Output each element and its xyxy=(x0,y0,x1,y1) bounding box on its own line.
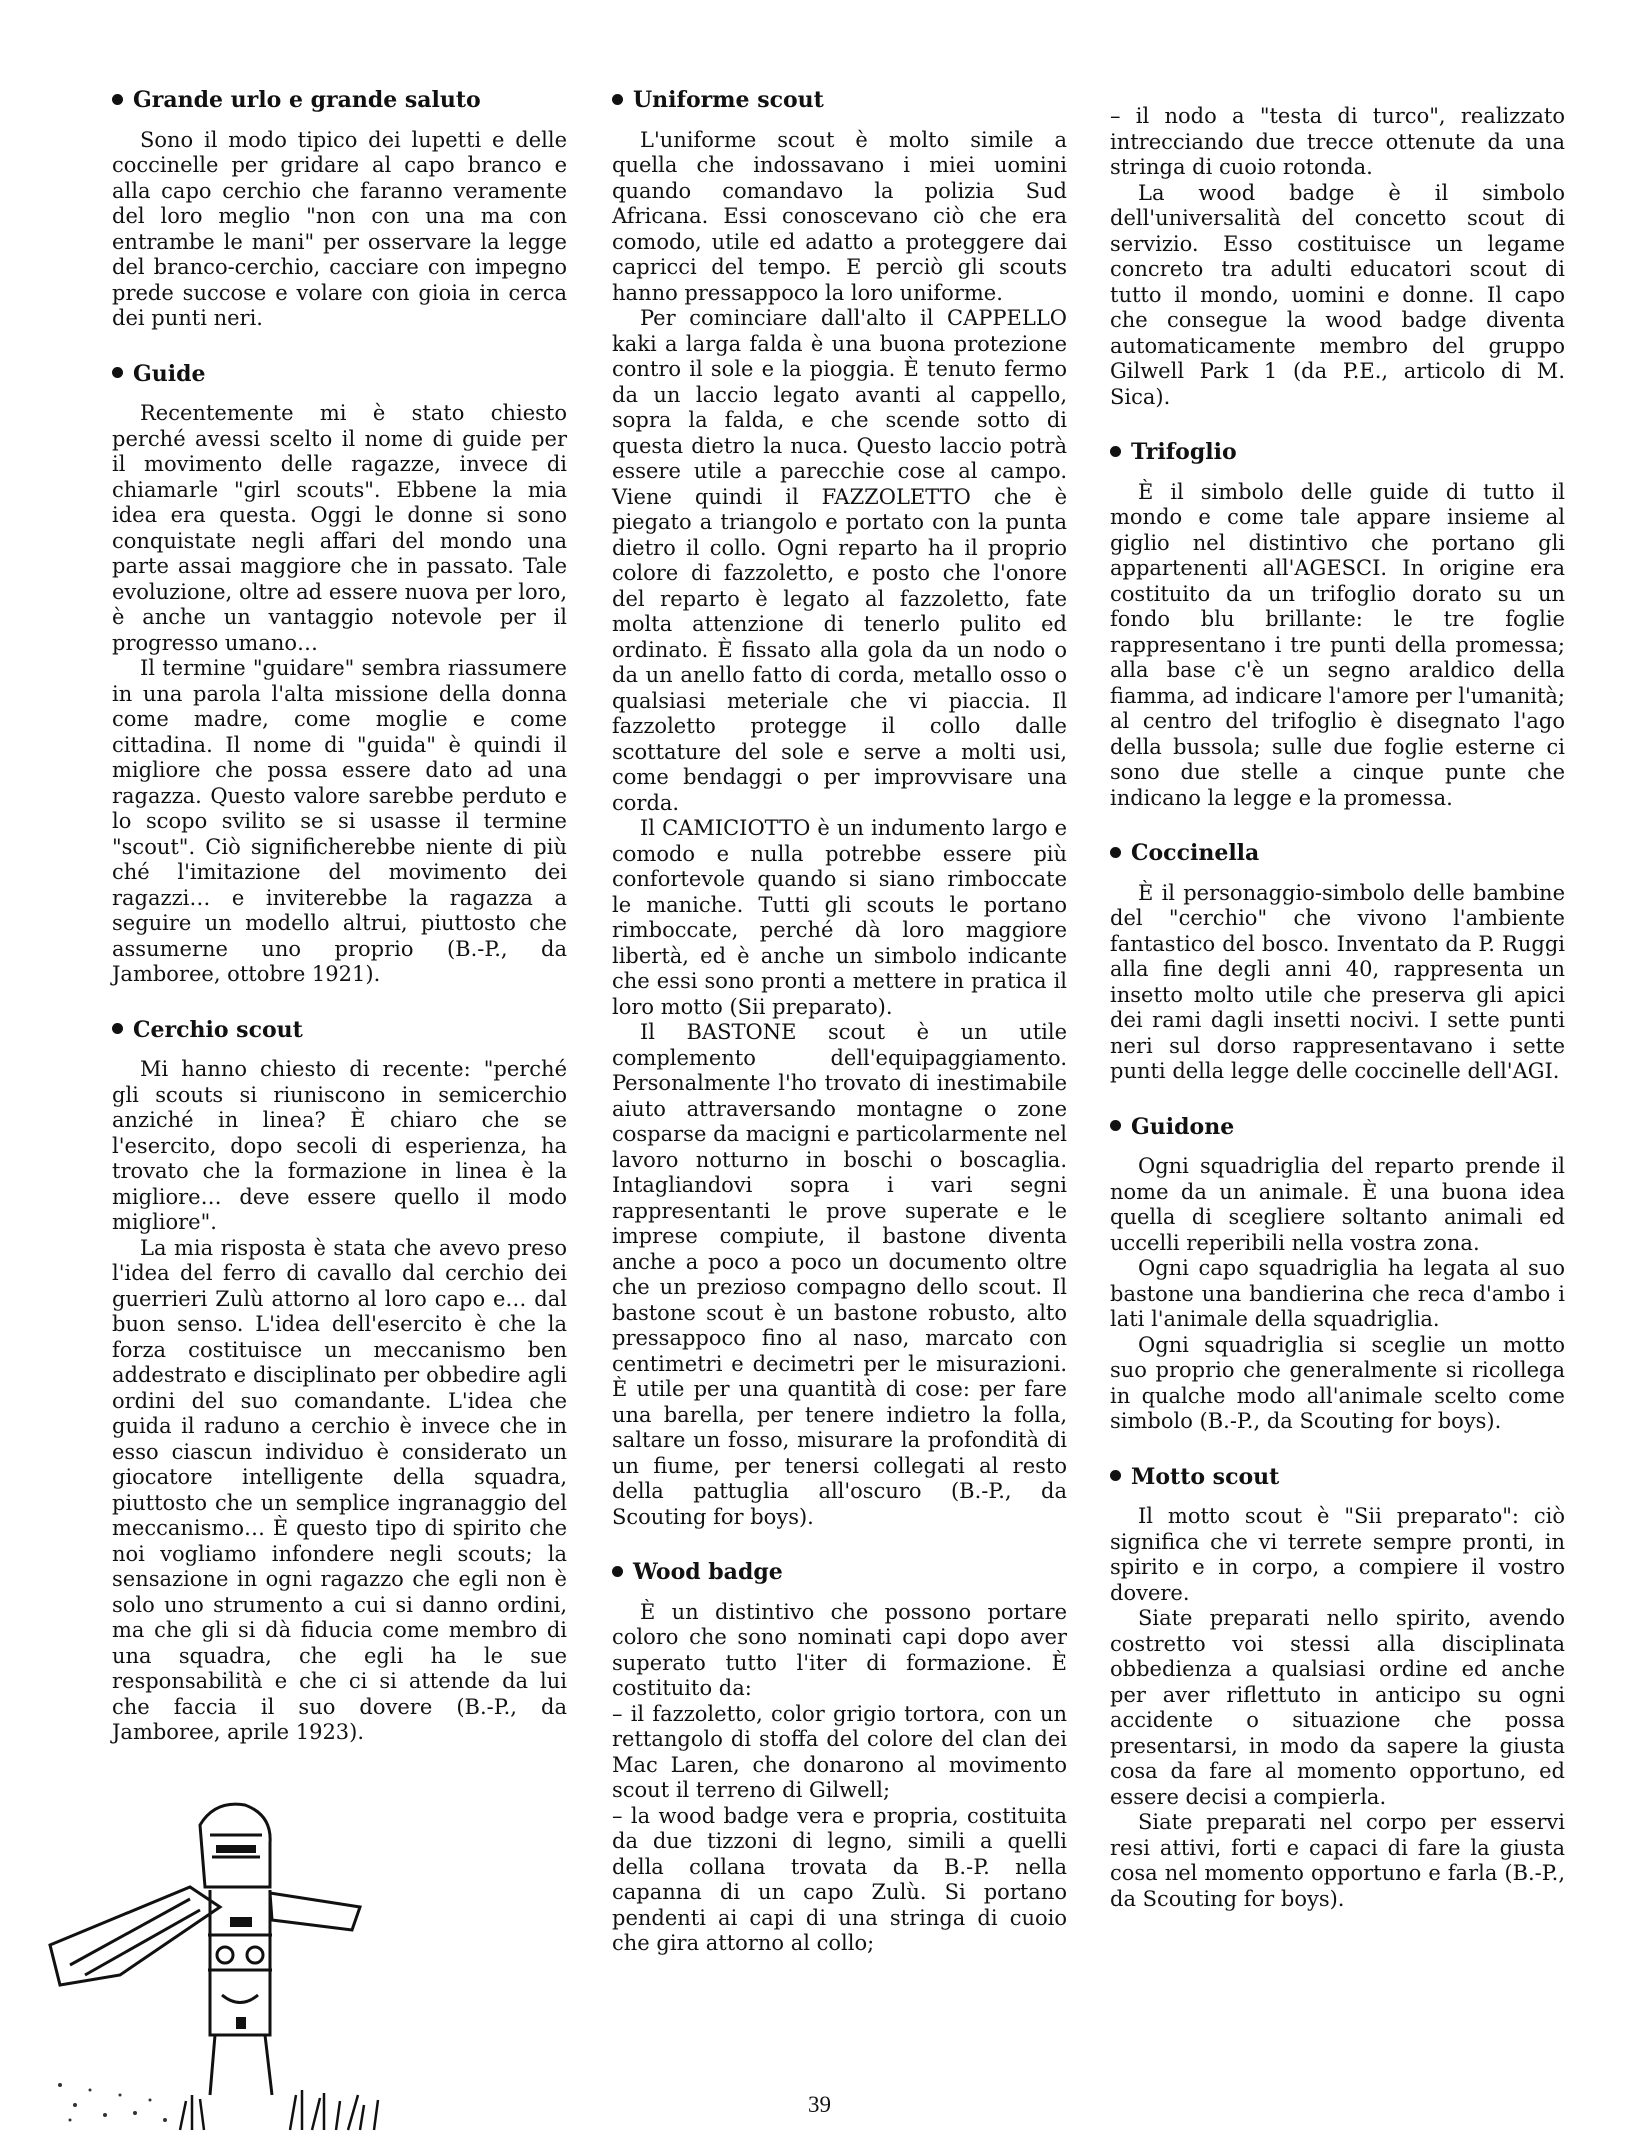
paragraph: Siate preparati nel corpo per esservi resi attivi, forti e capaci di fare la giusta cosa nel momento opportuno e farla (B.-P., da Scouting for boys). xyxy=(1110,1810,1565,1911)
paragraph: Per cominciare dall'alto il CAPPELLO kaki a larga falda è una buona protezione contro il sole e la pioggia. È tenuto fermo da un laccio legato avanti al cappello, sopra la falda, e che scende sotto di questa dietro la nuca. Questo laccio potrà essere utile a parecchie cose al campo. Viene quindi il FAZZOLETTO che è piegato a triangolo e portato con la punta dietro il collo. Ogni reparto ha il proprio colore di fazzoletto, e posto che l'onore del reparto è legato al fazzoletto, fate molta attenzione di tenerlo pulito ed ordinato. È fissato alla gola da un nodo o da un anello fatto di corda, metallo osso o qualsiasi meteriale che vi piaccia. Il fazzoletto protegge il collo dalle scottature del sole e serve a molti usi, come bendaggi o per improvvisare una corda. xyxy=(612,306,1067,815)
bullet-icon xyxy=(612,1566,623,1577)
section-heading xyxy=(112,362,567,388)
totem-pole-illustration xyxy=(40,1795,410,2135)
article-section xyxy=(112,88,567,332)
section-heading-text: Cerchio scout xyxy=(133,1016,303,1043)
paragraph: Il motto scout è "Sii preparato": ciò significa che vi terrete sempre pronti, in spirito e in corpo, a compiere il vostro dovere. xyxy=(1110,1504,1565,1605)
section-heading xyxy=(112,1018,567,1044)
column-3 xyxy=(1110,104,1565,1942)
section-heading xyxy=(1110,1115,1565,1141)
list-item: – la wood badge vera e propria, costituita da due tizzoni di legno, simili a quelli della collana trovata da B.-P. nella capanna di un capo Zulù. Si portano pendenti ai capi di una stringa di cuoio che gira attorno al collo; xyxy=(612,1804,1067,1957)
bullet-icon xyxy=(112,94,123,105)
section-heading-text: Wood badge xyxy=(633,1559,783,1585)
article-section xyxy=(1110,1465,1565,1913)
paragraph: Il CAMICIOTTO è un indumento largo e comodo e nulla potrebbe essere più confortevole quando si siano rimboccate le maniche. Tutti gli scouts le portano rimboccate, perché dà loro maggiore libertà, ed è anche un simbolo indicante che essi sono pronti a mettere in pratica il loro motto (Sii preparato). xyxy=(612,816,1067,1019)
section-heading-text: Guide xyxy=(133,360,206,387)
paragraph: È il simbolo delle guide di tutto il mondo e come tale appare insieme al giglio nel distintivo che portano gli appartenenti all'AGESCI. In origine era costituito da un trifoglio dorato su un fondo blu brillante: le tre foglie rappresentano i tre punti della promessa; alla base c'è un segno araldico della fiamma, ad indicare l'amore per l'umanità; al centro del trifoglio è disegnato l'ago della bussola; sulle due foglie esterne ci sono due stelle a cinque punte che indicano la legge e la promessa. xyxy=(1110,479,1565,810)
paragraph: Il termine "guidare" sembra riassumere in una parola l'alta missione della donna come madre, come moglie e come cittadina. Il nome di "guida" è quindi il migliore che possa essere dato ad una ragazza. Questo valore sarebbe perduto e lo scopo svilito se si usasse il termine "scout". Ciò significherebbe niente di più ché l'imitazione del movimento dei ragazzi… e inviterebbe la ragazza a seguire un modello altrui, piuttosto che assumerne uno proprio (B.-P., da Jamboree, ottobre 1921). xyxy=(112,656,567,986)
bullet-icon xyxy=(1110,446,1121,457)
paragraph: Ogni squadriglia del reparto prende il nome da un animale. È una buona idea quella di scegliere soltanto animali ed uccelli reperibili nella vostra zona. xyxy=(1110,1154,1565,1255)
section-heading-text: Coccinella xyxy=(1131,840,1260,866)
bullet-icon xyxy=(612,94,623,105)
article-section xyxy=(1110,104,1565,410)
page-number: 39 xyxy=(808,2092,831,2117)
paragraph: È il personaggio-simbolo delle bambine del "cerchio" che vivono l'ambiente fantastico del bosco. Inventato da P. Ruggi alla fine degli anni 40, rappresenta un insetto molto utile che preserva gli apici dei rami dagli insetti nocivi. I sette punti neri sul dorso rappresentavano i sette punti della legge delle coccinelle dell'AGI. xyxy=(1110,880,1565,1083)
paragraph: Il BASTONE scout è un utile complemento dell'equipaggiamento. Personalmente l'ho trovato di inestimabile aiuto attraversando montagne o zone cosparse da macigni e particolarmente nel lavoro notturno in boschi o boscaglia. Intagliandovi sopra i vari segni rappresentanti le prove superate e le imprese compiute, il bastone diventa anche a poco a poco un documento oltre che un prezioso compagno dello scout. Il bastone scout è un bastone robusto, alto pressappoco fino al naso, marcato con centimetri e decimetri per le misurazioni. È utile per una quantità di cose: per fare una barella, per tenere indietro la folla, saltare un fosso, misurare la profondità di un fiume, per tenersi collegati al resto della pattuglia all'oscuro (B.-P., da Scouting for boys). xyxy=(612,1020,1067,1529)
bullet-icon xyxy=(1110,1120,1121,1131)
article-section xyxy=(612,88,1067,1530)
bullet-icon xyxy=(112,1023,123,1034)
paragraph: La mia risposta è stata che avevo preso l'idea del ferro di cavallo dal cerchio dei guerrieri Zulù attorno al loro capo e… dal buon senso. L'idea dell'esercito è che la forza costituisce un meccanismo ben addestrato e disciplinato per obbedire agli ordini del suo comandante. L'idea che guida il raduno a cerchio è invece che in esso ciascun individuo è considerato un giocatore intelligente della squadra, piuttosto che un semplice ingranaggio del meccanismo… È questo tipo di spirito che noi vogliamo infondere negli scouts; la sensazione in ogni ragazzo che egli non è solo uno strumento a cui si danno ordini, ma che gli si dà fiducia come membro di una squadra, che egli ha le sue responsabilità e che ci si attende da lui che faccia il suo dovere (B.-P., da Jamboree, aprile 1923). xyxy=(112,1235,567,1744)
column-1 xyxy=(112,88,567,1776)
list-item: – il fazzoletto, color grigio tortora, con un rettangolo di stoffa del colore del clan dei Mac Laren, che donarono al movimento scout il terreno di Gilwell; xyxy=(612,1702,1067,1804)
section-heading xyxy=(1110,841,1565,867)
article-section xyxy=(112,1018,567,1746)
article-section xyxy=(612,1560,1067,1957)
article-section xyxy=(1110,440,1565,811)
paragraph: Ogni squadriglia si sceglie un motto suo proprio che generalmente si ricollega in qualche modo all'animale scelto come simbolo (B.-P., da Scouting for boys). xyxy=(1110,1332,1565,1433)
list-item: – il nodo a "testa di turco", realizzato intrecciando due trecce ottenute da una stringa di cuoio rotonda. xyxy=(1110,104,1565,181)
paragraph: Mi hanno chiesto di recente: "perché gli scouts si riuniscono in semicerchio anziché in linea? È chiaro che se l'esercito, dopo secoli di esperienza, ha trovato che la formazione in linea è la migliore… deve essere quello il modo migliore". xyxy=(112,1057,567,1234)
bullet-icon xyxy=(112,367,123,378)
paragraph: La wood badge è il simbolo dell'universalità del concetto scout di servizio. Esso costituisce un legame concreto tra adulti educatori scout di tutto il mondo, uomini e donne. Il capo che consegue la wood badge diventa automaticamente membro del gruppo Gilwell Park 1 (da P.E., articolo di M. Sica). xyxy=(1110,180,1565,409)
article-section xyxy=(112,362,567,988)
paragraph: Siate preparati nello spirito, avendo costretto voi stessi alla disciplinata obbedienza a qualsiasi ordine ed anche per aver riflettuto in anticipo su ogni accidente o situazione che possa presentarsi, in modo da sapere la giusta cosa da fare al momento opportuno, ed essere decisi a compierla. xyxy=(1110,1606,1565,1809)
section-heading xyxy=(612,88,1067,114)
article-section xyxy=(1110,1115,1565,1435)
column-2 xyxy=(612,88,1067,1987)
paragraph: Sono il modo tipico dei lupetti e delle coccinelle per gridare al capo branco e alla capo cerchio che faranno veramente del loro meglio "non con una ma con entrambe le mani" per osservare la legge del branco-cerchio, cacciare con impegno prede succose e volare con gioia in cerca dei punti neri. xyxy=(112,127,567,330)
paragraph: L'uniforme scout è molto simile a quella che indossavano i miei uomini quando comandavo la polizia Sud Africana. Essi conoscevano ciò che era comodo, utile ed adatto a proteggere dai capricci del tempo. E perciò gli scouts hanno pressappoco la loro uniforme. xyxy=(612,127,1067,305)
paragraph: È un distintivo che possono portare coloro che sono nominati capi dopo aver superato tutto l'iter di formazione. È costituito da: xyxy=(612,1599,1067,1700)
section-heading-text: Grande urlo e grande saluto xyxy=(133,87,481,113)
section-heading xyxy=(112,88,567,114)
paragraph: Ogni capo squadriglia ha legata al suo bastone una bandierina che reca d'ambo i lati l'animale della squadriglia. xyxy=(1110,1256,1565,1331)
bullet-icon xyxy=(1110,1470,1121,1481)
section-heading-text: Trifoglio xyxy=(1131,439,1237,465)
section-heading-text: Uniforme scout xyxy=(633,87,824,113)
bullet-icon xyxy=(1110,847,1121,858)
section-heading-text: Motto scout xyxy=(1131,1463,1280,1490)
paragraph: Recentemente mi è stato chiesto perché avessi scelto il nome di guide per il movimento delle ragazze, invece di chiamarle "girl scouts". Ebbene la mia idea era questa. Oggi le donne si sono conquistate negli affari del mondo una parte assai maggiore che in passato. Tale evoluzione, oltre ad essere nuova per loro, è anche un vantaggio notevole per il progresso umano… xyxy=(112,401,567,655)
article-section xyxy=(1110,841,1565,1085)
section-heading xyxy=(1110,440,1565,466)
section-heading xyxy=(612,1560,1067,1586)
section-heading xyxy=(1110,1465,1565,1491)
section-heading-text: Guidone xyxy=(1131,1113,1235,1140)
